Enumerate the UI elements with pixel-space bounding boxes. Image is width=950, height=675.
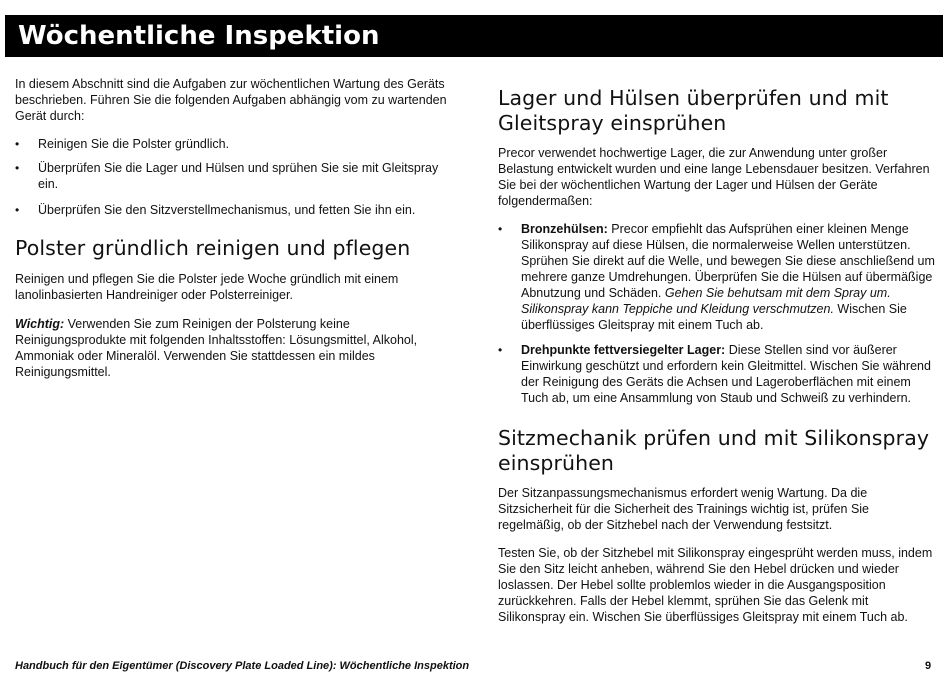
bullet-icon: • [15,203,20,217]
task-list-3 [15,202,460,218]
task-text: Überprüfen Sie den Sitzverstellmechanismus, und fetten Sie ihn ein. [38,203,416,217]
item-label: Bronzehülsen: [521,222,608,236]
page-number: 9 [925,660,932,672]
task-list [15,136,460,152]
sitz-paragraph-2: Testen Sie, ob der Sitzhebel mit Silikonspray eingesprüht werden muss, indem Sie den Sitz leicht anheben, während Sie den Hebel drücken und wieder loslassen. Der Hebel sollte problemlos wieder in die Ausgangsposition zurückkehren. Falls der Hebel klemmt, sprühen Sie das Gelenk mit Silikonspray ein. Wischen Sie überflüssiges Gleitspray mit einem Tuch ab. [498,546,933,624]
bullet-icon: • [498,222,503,236]
list-item-drehpunkte [498,342,938,406]
list-item [15,160,460,192]
list-item [15,202,460,218]
header-bar [5,15,943,57]
item-text: Diese Stellen sind vor äußerer Einwirkung geschützt und erfordern kein Gleitmittel. Wischen Sie während der Reinigung des Geräts die Achsen und Lageroberflächen mit einem Tuch ab, um eine Ansammlung von Staub und Schweiß zu verhindern. [521,343,931,405]
page-title: Wöchentliche Inspektion [18,21,380,51]
sitz-paragraph-1: Der Sitzanpassungsmechanismus erfordert wenig Wartung. Da die Sitzsicherheit für die Sicherheit des Trainings wichtig ist, prüfen Sie regelmäßig, ob der Sitzhebel nach der Verwendung festsitzt. [498,486,870,532]
list-item [15,136,460,152]
bullet-icon: • [15,137,20,151]
item-italic: Gehen Sie behutsam mit dem Spray um. Silikonspray kann Teppiche und Kleidung verschmutzen. [521,286,891,316]
lager-paragraph: Precor verwendet hochwertige Lager, die zur Anwendung unter großer Belastung entwickelt wurden und eine lange Lebensdauer besitzen. Verfahren Sie bei der wöchentlichen Wartung der Lager und Hülsen der Geräte folgendermaßen: [498,146,930,208]
lager-list [498,221,938,333]
note-text: Verwenden Sie zum Reinigen der Polsterung keine Reinigungsprodukte mit folgenden Inhaltsstoffen: Lösungsmittel, Alkohol, Ammoniak oder Mineralöl. Verwenden Sie stattdessen ein mildes Reinigungsmittel. [15,317,418,379]
note-label: Wichtig: [15,317,65,331]
item-label: Drehpunkte fettversiegelter Lager: [521,343,726,357]
lager-list-2 [498,342,938,406]
task-text: Reinigen Sie die Polster gründlich. [38,137,230,151]
section-heading-sitz: Sitzmechanik prüfen und mit Silikonspray einsprühen [498,426,930,475]
item-tail: Wischen Sie überflüssiges Gleitspray mit einem Tuch ab. [521,302,907,332]
intro-paragraph: In diesem Abschnitt sind die Aufgaben zur wöchentlichen Wartung des Geräts beschrieben. Führen Sie die folgenden Aufgaben abhängig vom zu wartenden Gerät durch: [15,77,447,123]
section-heading-lager: Lager und Hülsen überprüfen und mit Gleitspray einsprühen [498,86,889,135]
task-text: Überprüfen Sie die Lager und Hülsen und sprühen Sie sie mit Gleitspray ein. [38,161,439,191]
bullet-icon: • [498,343,503,357]
footer-text: Handbuch für den Eigentümer (Discovery Plate Loaded Line): Wöchentliche Inspektion [15,660,470,672]
polster-paragraph: Reinigen und pflegen Sie die Polster jede Woche gründlich mit einem lanolinbasierten Handreiniger oder Polsterreiniger. [15,272,399,302]
bullet-icon: • [15,161,20,175]
list-item-bronze [498,221,938,333]
item-text: Precor empfiehlt das Aufsprühen einer kleinen Menge Silikonspray auf diese Hülsen, die normalerweise Wellen unterstützen. Sprühen Sie direkt auf die Welle, und bewegen Sie diese anschließend um mehrere ganze Umdrehungen. Überprüfen Sie die Hülsen auf übermäßige Abnutzung und Schäden. [521,222,935,300]
section-heading-polster: Polster gründlich reinigen und pflegen [15,236,411,260]
task-list-2 [15,160,460,192]
important-note [15,316,435,380]
